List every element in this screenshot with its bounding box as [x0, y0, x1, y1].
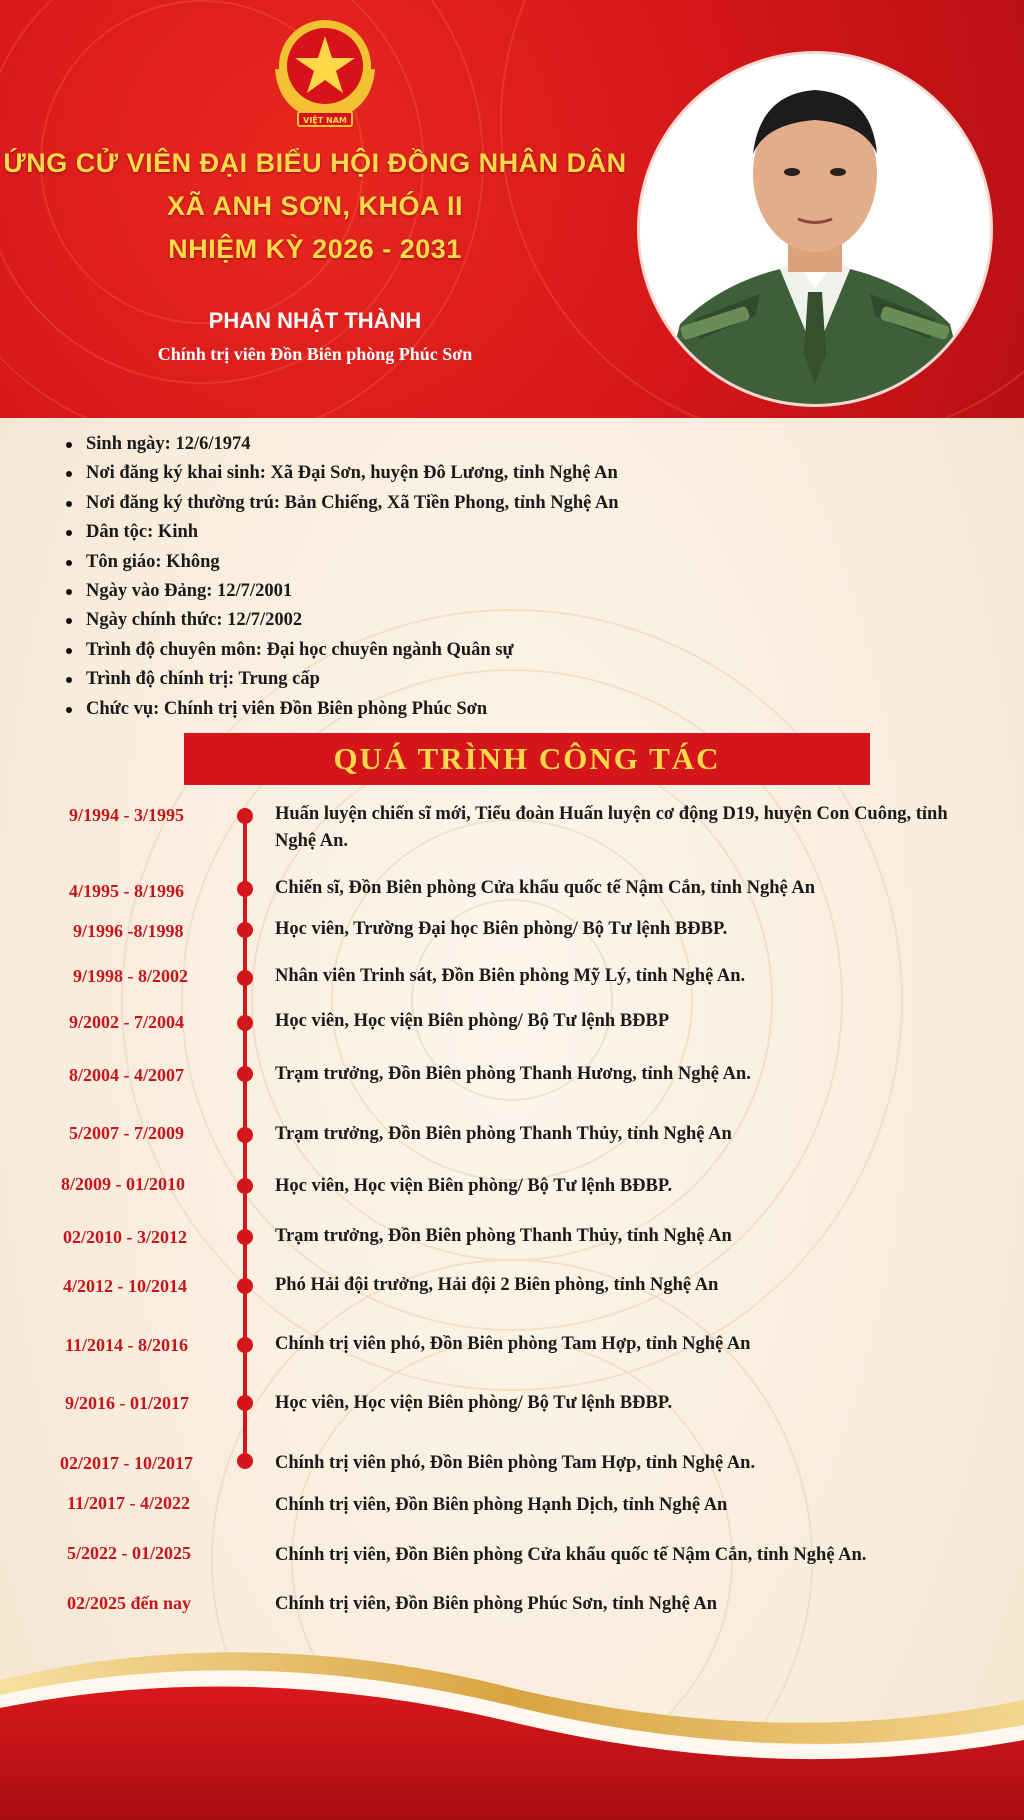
timeline-entry: Trạm trưởng, Đồn Biên phòng Thanh Hương, tỉnh Nghệ An. — [275, 1064, 751, 1084]
timeline-date: 9/2002 - 7/2004 — [69, 1012, 184, 1032]
candidate-name: PHAN NHẬT THÀNH — [208, 308, 422, 333]
candidate-position: Chính trị viên Đồn Biên phòng Phúc Sơn — [157, 344, 473, 364]
timeline-entry: Trạm trưởng, Đồn Biên phòng Thanh Thủy, tỉnh Nghệ An — [275, 1124, 732, 1144]
timeline-date: 8/2004 - 4/2007 — [69, 1065, 184, 1085]
bio-item-religion: Tôn giáo: Không — [60, 548, 619, 577]
timeline-entry: Huấn luyện chiến sĩ mới, Tiểu đoàn Huấn luyện cơ động D19, huyện Con Cuông, tỉnh Nghệ An. — [275, 804, 948, 851]
timeline-entry: Chính trị viên, Đồn Biên phòng Cửa khẩu quốc tế Nậm Cắn, tỉnh Nghệ An. — [275, 1545, 867, 1565]
timeline-date: 5/2022 - 01/2025 — [67, 1543, 191, 1563]
timeline-dot — [237, 1278, 253, 1294]
timeline-entry: Chính trị viên phó, Đồn Biên phòng Tam Hợp, tỉnh Nghệ An. — [275, 1453, 756, 1473]
timeline-dot — [237, 808, 253, 824]
timeline-entry: Phó Hải đội trưởng, Hải đội 2 Biên phòng, tỉnh Nghệ An — [275, 1275, 719, 1295]
timeline-dot — [237, 1337, 253, 1353]
timeline-entry: Học viên, Học viện Biên phòng/ Bộ Tư lệnh BĐBP. — [275, 1393, 673, 1413]
timeline-dot — [237, 922, 253, 938]
bio-item-official-date: Ngày chính thức: 12/7/2002 — [60, 606, 619, 635]
timeline-entry: Chính trị viên phó, Đồn Biên phòng Tam Hợp, tỉnh Nghệ An — [275, 1334, 751, 1354]
timeline-dot — [237, 1395, 253, 1411]
timeline-date: 4/2012 - 10/2014 — [63, 1276, 187, 1296]
bio-item-political-level: Trình độ chính trị: Trung cấp — [60, 665, 619, 694]
timeline-entry: Trạm trưởng, Đồn Biên phòng Thanh Thủy, tỉnh Nghệ An — [275, 1226, 732, 1246]
title-line-3: NHIỆM KỲ 2026 - 2031 — [168, 234, 462, 264]
section-title: QUÁ TRÌNH CÔNG TÁC — [333, 741, 721, 776]
timeline-dot — [237, 1178, 253, 1194]
footer-wave-decoration — [0, 1600, 1024, 1820]
timeline-dot — [237, 1229, 253, 1245]
timeline-entry: Học viên, Trường Đại học Biên phòng/ Bộ Tư lệnh BĐBP. — [275, 919, 728, 939]
timeline-date: 9/2016 - 01/2017 — [65, 1393, 189, 1413]
timeline-date: 4/1995 - 8/1996 — [69, 881, 184, 901]
timeline-dot — [237, 970, 253, 986]
timeline-entry: Học viên, Học viện Biên phòng/ Bộ Tư lệnh BĐBP. — [275, 1176, 673, 1196]
bio-item-position: Chức vụ: Chính trị viên Đồn Biên phòng Phúc Sơn — [60, 695, 619, 724]
timeline-date: 9/1998 - 8/2002 — [73, 966, 188, 986]
timeline-date: 11/2014 - 8/2016 — [65, 1335, 189, 1355]
timeline-dot — [237, 881, 253, 897]
timeline-entry: Chính trị viên, Đồn Biên phòng Hạnh Dịch, tỉnh Nghệ An — [275, 1495, 728, 1515]
timeline-date: 02/2010 - 3/2012 — [63, 1227, 187, 1247]
timeline-dot — [237, 1015, 253, 1031]
bio-item-residence: Nơi đăng ký thường trú: Bản Chiếng, Xã Tiền Phong, tỉnh Nghệ An — [60, 489, 619, 518]
timeline-entry: Chiến sĩ, Đồn Biên phòng Cửa khẩu quốc tế Nậm Cắn, tỉnh Nghệ An — [275, 878, 816, 898]
timeline-dot — [237, 1453, 253, 1469]
timeline-entry: Học viên, Học viện Biên phòng/ Bộ Tư lệnh BĐBP — [275, 1011, 670, 1031]
bio-item-education: Trình độ chuyên môn: Đại học chuyên ngành Quân sự — [60, 636, 619, 665]
bio-item-ethnicity: Dân tộc: Kinh — [60, 518, 619, 547]
timeline-date: 9/1996 -8/1998 — [73, 921, 184, 941]
timeline-date: 02/2025 đến nay — [67, 1593, 192, 1613]
emblem-label: VIỆT NAM — [303, 116, 347, 125]
timeline-date: 5/2007 - 7/2009 — [69, 1123, 184, 1143]
timeline-date: 8/2009 - 01/2010 — [61, 1174, 185, 1194]
timeline-date: 9/1994 - 3/1995 — [69, 805, 184, 825]
timeline-dot — [237, 1127, 253, 1143]
timeline-entry: Nhân viên Trinh sát, Đồn Biên phòng Mỹ Lý, tỉnh Nghệ An. — [275, 966, 746, 986]
bio-item-birthdate: Sinh ngày: 12/6/1974 — [60, 430, 619, 459]
title-line-2: XÃ ANH SƠN, KHÓA II — [166, 191, 464, 221]
timeline-date: 11/2017 - 4/2022 — [67, 1493, 191, 1513]
timeline-dot — [237, 1066, 253, 1082]
bio-item-birthplace: Nơi đăng ký khai sinh: Xã Đại Sơn, huyện Đô Lương, tỉnh Nghệ An — [60, 459, 619, 488]
title-line-1: ỨNG CỬ VIÊN ĐẠI BIỂU HỘI ĐỒNG NHÂN DÂN — [3, 148, 627, 178]
timeline-date: 02/2017 - 10/2017 — [60, 1453, 193, 1473]
timeline-entry: Chính trị viên, Đồn Biên phòng Phúc Sơn, tỉnh Nghệ An — [275, 1594, 718, 1614]
bio-item-party-join-date: Ngày vào Đảng: 12/7/2001 — [60, 577, 619, 606]
